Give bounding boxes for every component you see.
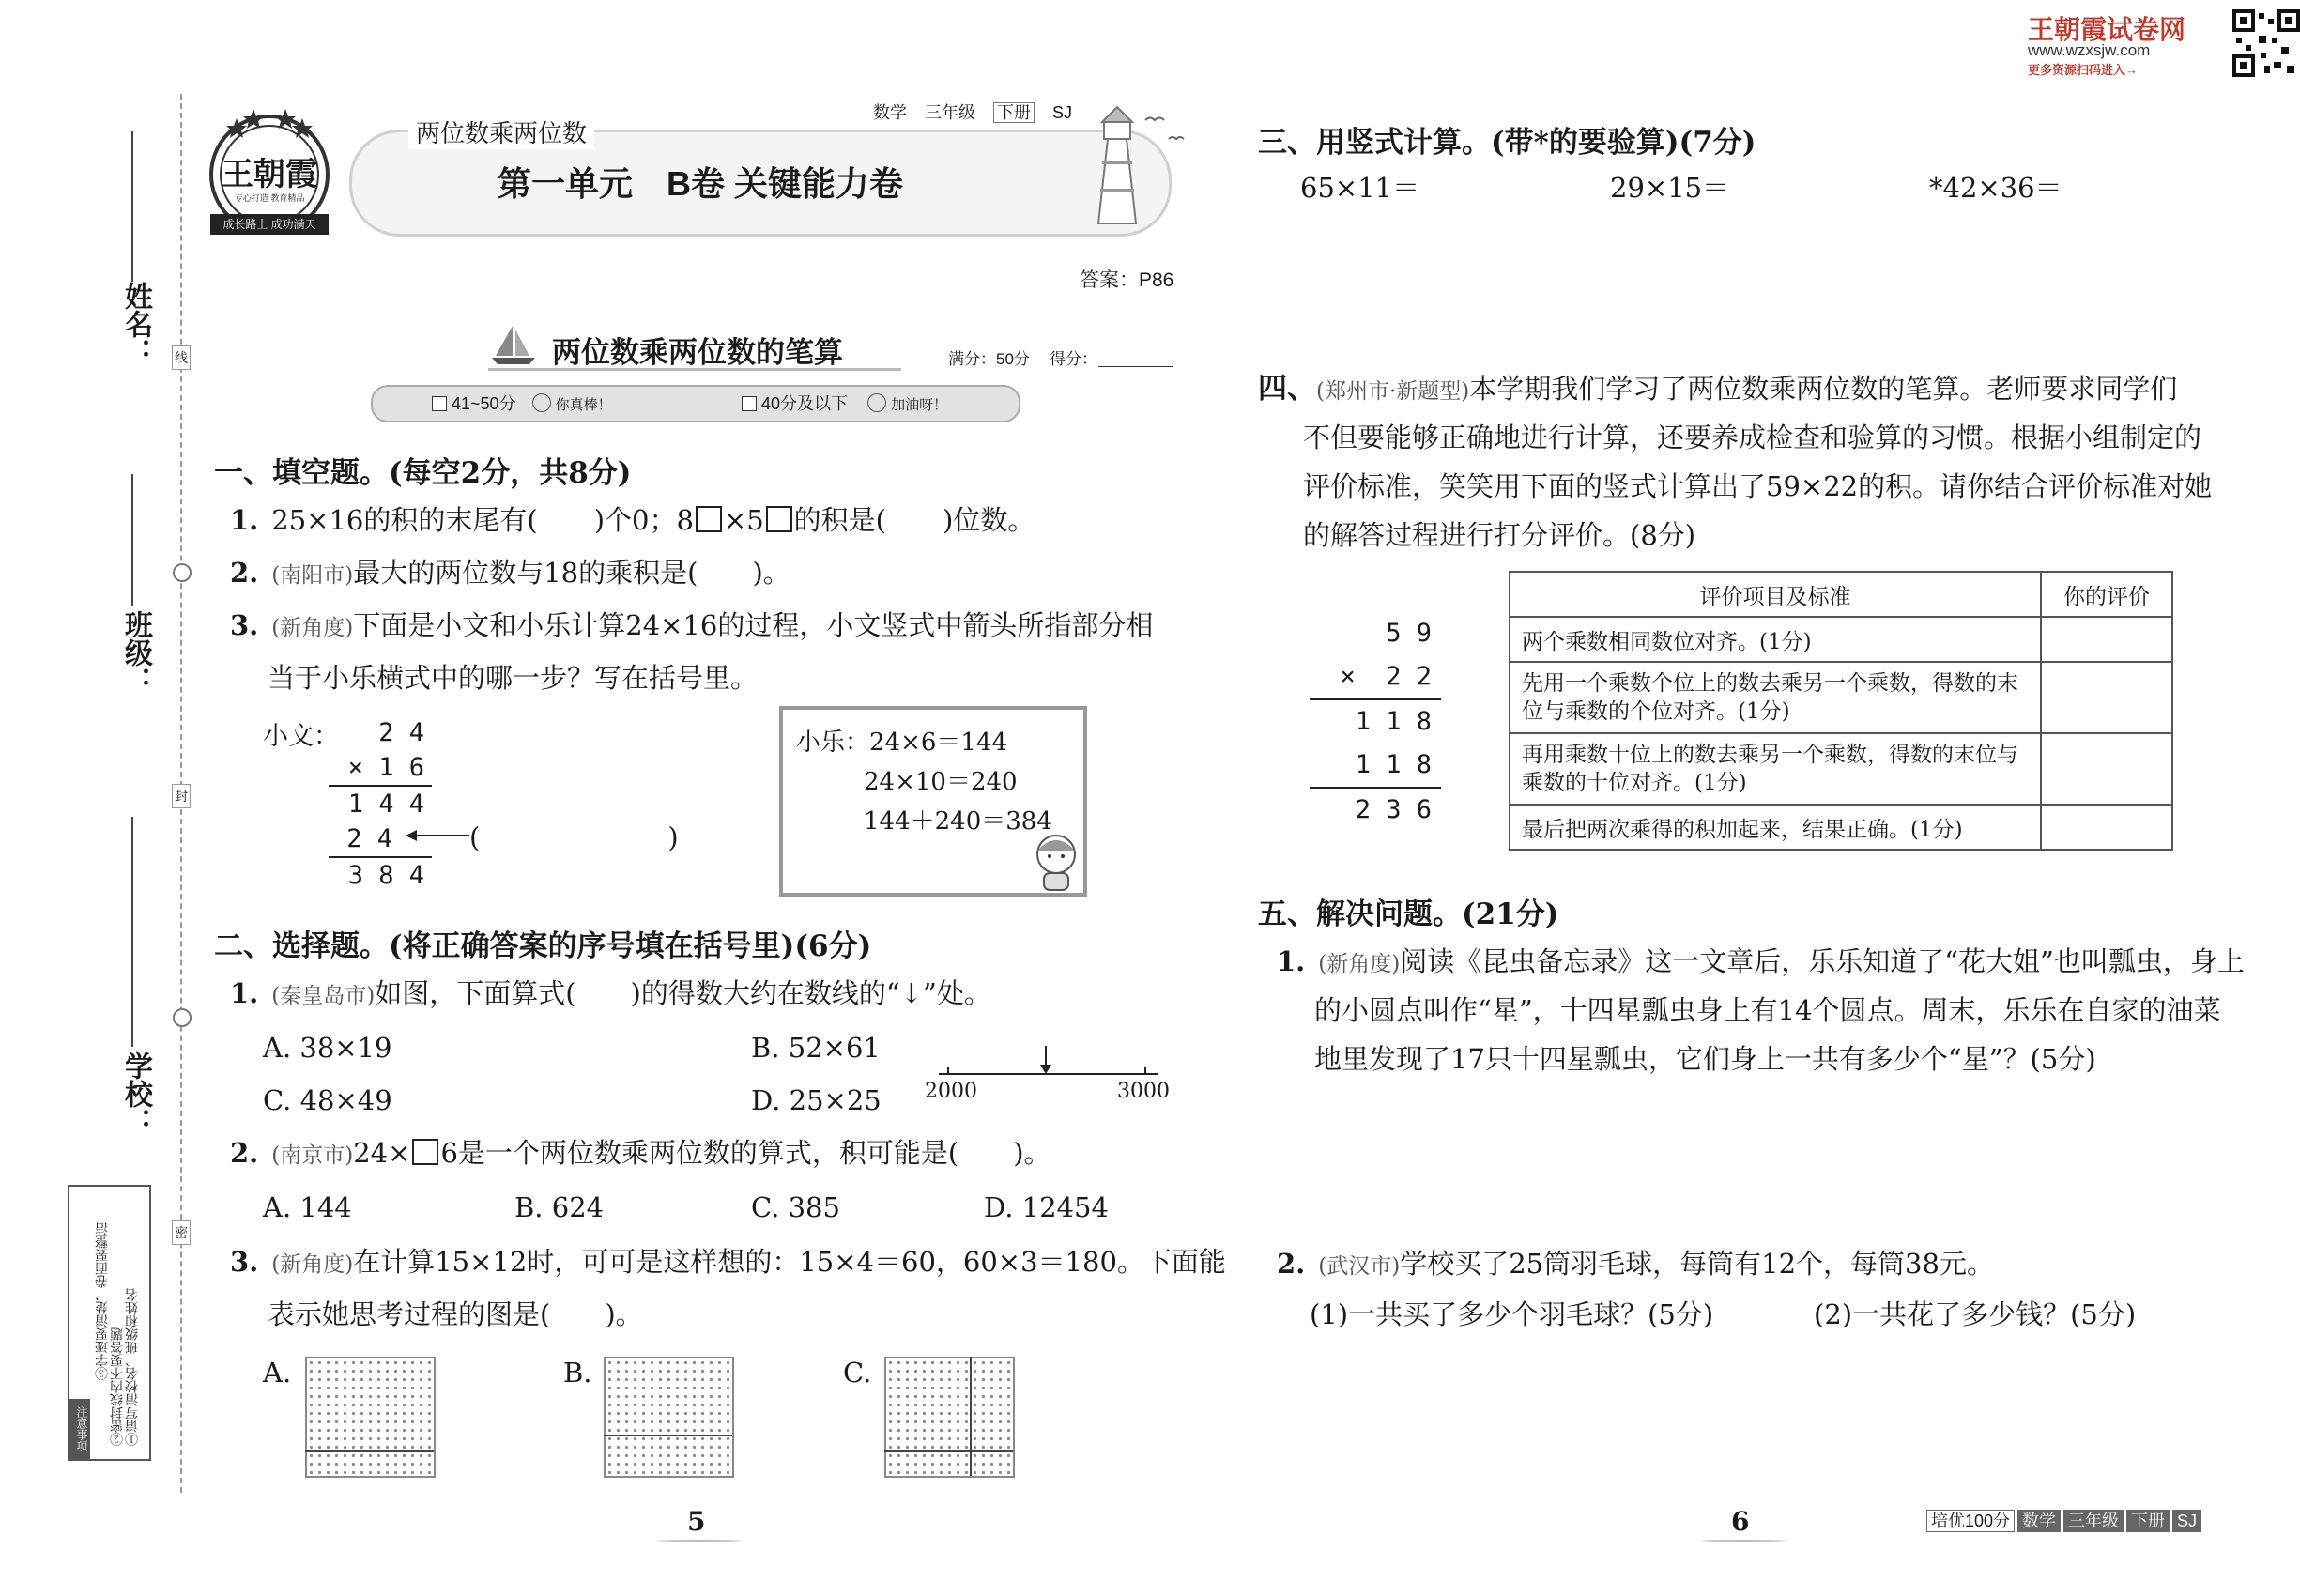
- s2-q3-line1: 在计算15×12时，可可是这样想的：15×4＝60，60×3＝180。下面能: [353, 1246, 1226, 1278]
- seal-mark-2: 封: [172, 784, 191, 808]
- s2-q2-num: 2.: [230, 1137, 259, 1169]
- xiaole-line-1: 小乐：24×6＝144: [796, 729, 1008, 757]
- school-label: 学校：: [120, 1051, 151, 1136]
- s1-q3-answer-paren: [469, 813, 679, 862]
- section2-title: 二、选择题。(将正确答案的序号填在括号里)(6分): [214, 929, 872, 963]
- logo-text: 王朝霞: [222, 156, 317, 193]
- s5-q2-answer-area[interactable]: [1305, 1343, 2216, 1483]
- dot-grid-a-divider: [305, 1450, 434, 1452]
- tag-subject: 数学: [873, 103, 907, 122]
- rating-high-checkbox[interactable]: [432, 396, 447, 411]
- s1-q2-num: 2.: [230, 557, 259, 589]
- section4-title: 四、: [1258, 372, 1316, 406]
- s5-q2-num: 2.: [1277, 1248, 1306, 1280]
- seal-mark-1: 线: [172, 345, 191, 370]
- s5-q1-num: 1.: [1277, 945, 1306, 977]
- arrow-left-icon: [406, 826, 471, 845]
- s5-q2-sub1: (1)一共买了多少个羽毛球？(5分): [1310, 1298, 1714, 1330]
- xw-row-4: 2 4: [329, 821, 432, 858]
- s5-q1-answer-area[interactable]: [1305, 1089, 2216, 1230]
- eval-criteria-1: 两个乘数相同数位对齐。(1分): [1510, 617, 2041, 662]
- series-tag-5: SJ: [2172, 1510, 2201, 1532]
- s1-q1-text-a: 25×16的积的末尾有(: [271, 504, 538, 536]
- series-tag-1: 培优100分: [1926, 1510, 2015, 1532]
- section1-title: 一、填空题。(每空2分，共8分): [214, 456, 632, 490]
- notice-title: 注意事项: [69, 1399, 90, 1459]
- notice-item-2: ②密封线内不要答题: [109, 1327, 124, 1446]
- eval-rating-3[interactable]: [2041, 733, 2172, 805]
- series-footer: [1926, 1508, 2201, 1532]
- s2-q2-text-b: 6是一个两位数乘两位数的算式，积可能是( )。: [440, 1137, 1051, 1169]
- xx-row-1: 5 9: [1386, 619, 1432, 648]
- notice-item-1: ①请写清校名、班级和姓名: [124, 1288, 139, 1446]
- dot-grid-a[interactable]: [305, 1357, 436, 1478]
- s4-line1: [1258, 364, 2177, 416]
- qr-code-icon[interactable]: [2232, 9, 2300, 77]
- page-flourish-left: [657, 1540, 742, 1542]
- s1-q1-text-d: 的积是(: [793, 504, 886, 536]
- s2-q1-option-d[interactable]: D. 25×25: [751, 1084, 882, 1116]
- s2-q3-num: 3.: [230, 1246, 259, 1278]
- child-character-icon: [1023, 826, 1089, 892]
- rating-high: [432, 391, 612, 415]
- s5-q2-text: 学校买了25筒羽毛球，每筒有12个，每筒38元。: [1400, 1248, 1994, 1280]
- s4-source: (郑州市·新题型): [1316, 379, 1470, 404]
- name-label: 姓名：: [120, 282, 151, 366]
- xx-row-4: 1 1 8: [1310, 744, 1441, 789]
- s5-q2: [1277, 1239, 1994, 1291]
- xx-row-3: 1 1 8: [1355, 707, 1432, 736]
- banner-title: 两位数乘两位数的笔算: [552, 336, 843, 369]
- evaluation-table: [1509, 571, 2173, 851]
- score-input[interactable]: [1098, 366, 1173, 367]
- section3-title: 三、用竖式计算。(带*的要验算)(7分): [1258, 126, 1756, 160]
- eval-row-4: [1510, 805, 2172, 850]
- number-line: [937, 1042, 1162, 1080]
- binding-hole-1: [173, 563, 192, 582]
- s1-q1-text-e: )位数。: [943, 504, 1035, 536]
- binding-strip: [0, 0, 188, 1596]
- eval-rating-4[interactable]: [2041, 805, 2172, 850]
- full-score: 满分：50分: [948, 350, 1030, 368]
- school-line[interactable]: [131, 817, 133, 1047]
- series-tag-4: 下册: [2126, 1510, 2170, 1532]
- numberline-left-label: 2000: [925, 1080, 977, 1103]
- dot-grid-c-divider-h: [884, 1450, 1013, 1452]
- s2-q2-option-b[interactable]: B. 624: [514, 1191, 605, 1223]
- s1-q1-box2[interactable]: [766, 506, 792, 532]
- eval-row-1: [1510, 617, 2172, 662]
- s2-q1-option-b[interactable]: B. 52×61: [751, 1032, 881, 1064]
- class-label: 班级：: [120, 610, 151, 695]
- rating-low-checkbox[interactable]: [742, 396, 757, 411]
- s1-q1: [230, 496, 1035, 545]
- s2-q2-option-d[interactable]: D. 12454: [984, 1191, 1109, 1223]
- xx-row-5: 2 3 6: [1355, 795, 1432, 824]
- rating-low: [742, 391, 947, 415]
- xw-row-5: 3 8 4: [347, 861, 424, 890]
- s4-text-line3: 评价标准，笑笑用下面的竖式计算出了59×22的积。请你结合评价标准对她: [1303, 470, 2213, 502]
- smile-icon-2: [867, 393, 886, 412]
- s1-q2: [230, 548, 790, 600]
- s1-q1-box1[interactable]: [696, 506, 722, 532]
- lighthouse-icon: [1080, 101, 1192, 233]
- s2-q1-source: (秦皇岛市): [271, 984, 376, 1008]
- logo-badge: [199, 101, 340, 242]
- s5-q1-line2: 的小圆点叫作“星”，十四星瓢虫身上有14个圆点。周末，乐乐在自家的油菜: [1314, 994, 2221, 1026]
- series-tag-3: 三年级: [2063, 1510, 2124, 1532]
- s2-q2-option-c[interactable]: C. 385: [751, 1191, 840, 1223]
- eval-rating-1[interactable]: [2041, 617, 2172, 662]
- s2-q2-box[interactable]: [412, 1139, 438, 1165]
- s3-item-2: 29×15＝: [1610, 172, 1730, 204]
- s3-work-area[interactable]: [1296, 216, 2234, 357]
- s2-q2-text-a: 24×: [353, 1137, 411, 1169]
- notice-item-3: ③字迹要清楚，卷面要整洁: [94, 1222, 109, 1380]
- s3-item-3: *42×36＝: [1929, 172, 2062, 204]
- paren-left: (: [469, 821, 481, 853]
- page-number-right: 6: [1731, 1506, 1750, 1537]
- page-flourish-right: [1701, 1540, 1786, 1542]
- xiaole-line-2: 24×10＝240: [864, 768, 1018, 796]
- site-name: 王朝霞试卷网: [2028, 15, 2186, 44]
- s1-q1-text-b: )个0；8: [593, 504, 694, 536]
- xiaowen-label: 小文：: [263, 722, 339, 751]
- s1-q3-line2: 当于小乐横式中的哪一步？写在括号里。: [268, 662, 759, 694]
- dot-grid-b[interactable]: [604, 1357, 734, 1478]
- dot-grid-c[interactable]: [884, 1357, 1015, 1478]
- eval-rating-2[interactable]: [2041, 662, 2172, 733]
- s2-q1-option-a[interactable]: A. 38×19: [263, 1032, 392, 1064]
- eval-row-2: [1510, 662, 2172, 733]
- class-line[interactable]: [131, 474, 133, 606]
- xw-row-1: 2 4: [378, 718, 424, 747]
- s2-q2: [230, 1128, 1051, 1180]
- page-number-left: 5: [687, 1506, 706, 1537]
- s2-q2-option-a[interactable]: A. 144: [263, 1191, 352, 1223]
- tag-volume: 下册: [993, 102, 1035, 123]
- xiaole-line-3: 144＋240＝384: [864, 807, 1052, 836]
- eval-header-criteria: 评价项目及标准: [1510, 572, 2041, 617]
- eval-criteria-3: 再用乘数十位上的数去乘另一个乘数，得数的末位与乘数的十位对齐。(1分): [1510, 733, 2041, 805]
- binding-hole-2: [173, 1008, 192, 1027]
- s2-q3-option-b-label[interactable]: B.: [563, 1357, 592, 1389]
- banner-underline: [488, 368, 901, 371]
- section5-title: 五、解决问题。(21分): [1258, 898, 1559, 931]
- paren-right: ): [667, 821, 679, 853]
- s2-q2-source: (南京市): [271, 1143, 354, 1168]
- s1-q1-num: 1.: [230, 504, 259, 536]
- xx-row-2: × 2 2: [1310, 655, 1441, 700]
- logo-small-text: 专心打造 教育精品: [234, 194, 305, 204]
- numberline-right-label: 3000: [1117, 1080, 1170, 1103]
- s5-q1-line3: 地里发现了17只十四星瓢虫，它们身上一共有多少个“星”？(5分): [1314, 1043, 2096, 1075]
- series-tag-2: 数学: [2017, 1510, 2061, 1532]
- answer-ref: 答案：P86: [1080, 269, 1174, 291]
- smile-icon-1: [532, 393, 551, 412]
- site-tip: 更多资源扫码进入→: [2028, 63, 2139, 77]
- rating-high-note: 你真棒！: [555, 397, 612, 413]
- notice-box: [68, 1185, 151, 1461]
- eval-header-row: [1510, 572, 2172, 617]
- dot-grid-b-divider: [604, 1435, 732, 1436]
- eval-criteria-4: 最后把两次乘得的积加起来，结果正确。(1分): [1510, 805, 2041, 850]
- tag-edition: SJ: [1052, 103, 1073, 122]
- s2-q3-source: (新角度): [271, 1252, 354, 1277]
- eval-criteria-2: 先用一个乘数个位上的数去乘另一个乘数，得数的末位与乘数的个位对齐。(1分): [1510, 662, 2041, 733]
- s5-q1-line1: 阅读《昆虫备忘录》这一文章后，乐乐知道了“花大姐”也叫瓢虫，身上: [1400, 945, 2245, 977]
- s1-q3-num: 3.: [230, 609, 259, 641]
- eval-header-rating: 你的评价: [2041, 572, 2172, 617]
- dot-grid-c-divider-v: [970, 1357, 972, 1476]
- header-title: 第一单元 B卷 关键能力卷: [498, 164, 904, 203]
- s2-q1: [230, 969, 991, 1021]
- subject-tags: [873, 100, 1072, 124]
- sailboat-icon: [490, 324, 537, 365]
- s2-q1-option-c[interactable]: C. 48×49: [263, 1084, 392, 1116]
- s4-text-line1: 本学期我们学习了两位数乘两位数的笔算。老师要求同学们: [1469, 373, 2178, 405]
- s2-q1-num: 1.: [230, 977, 259, 1009]
- xiaoxiao-vertical: [1310, 612, 1441, 832]
- tag-grade: 三年级: [925, 103, 976, 122]
- seal-mark-3: 密: [172, 1220, 191, 1245]
- s4-text-line4: 的解答过程进行打分评价。(8分): [1303, 519, 1696, 551]
- s1-q2-source: (南阳市): [271, 563, 354, 588]
- s3-item-1: 65×11＝: [1300, 172, 1420, 204]
- s5-q1-source: (新角度): [1318, 952, 1401, 976]
- s2-q3-line2: 表示她思考过程的图是( )。: [268, 1298, 643, 1330]
- xiaowen-vertical: [329, 715, 432, 893]
- score-label: 得分：: [1050, 350, 1097, 368]
- site-url[interactable]: www.wzxsjw.com: [2028, 41, 2151, 59]
- s1-q2-text: 最大的两位数与18的乘积是( )。: [353, 557, 790, 589]
- s2-q3-option-c-label[interactable]: C.: [843, 1357, 872, 1389]
- s5-q2-sub2: (2)一共花了多少钱？(5分): [1814, 1298, 2137, 1330]
- eval-row-3: [1510, 733, 2172, 805]
- rating-high-range: 41~50分: [452, 394, 516, 413]
- rating-low-range: 40分及以下: [761, 394, 849, 413]
- xw-row-3: 1 4 4: [347, 790, 424, 819]
- s2-q3-option-a-label[interactable]: A.: [263, 1357, 292, 1389]
- header-topic: 两位数乘两位数: [408, 115, 594, 149]
- s5-q1: [1277, 937, 2245, 989]
- logo-slogan: 成长路上 成功满天: [222, 218, 316, 231]
- s1-q3-source: (新角度): [271, 616, 354, 640]
- xw-row-2: × 1 6: [329, 750, 432, 787]
- s5-q2-source: (武汉市): [1318, 1254, 1401, 1279]
- rating-low-note: 加油呀！: [891, 397, 948, 413]
- s1-q3-line1: 下面是小文和小乐计算24×16的过程，小文竖式中箭头所指部分相: [353, 609, 1154, 641]
- s4-text-line2: 不但要能够正确地进行计算，还要养成检查和验算的习惯。根据小组制定的: [1303, 422, 2202, 453]
- name-line[interactable]: [131, 131, 133, 282]
- s1-q1-text-c: ×5: [723, 504, 764, 536]
- s2-q3: [230, 1237, 1226, 1289]
- s1-q3: [230, 601, 1153, 652]
- s2-q1-text: 如图，下面算式( )的得数大约在数线的“↓”处。: [375, 977, 991, 1009]
